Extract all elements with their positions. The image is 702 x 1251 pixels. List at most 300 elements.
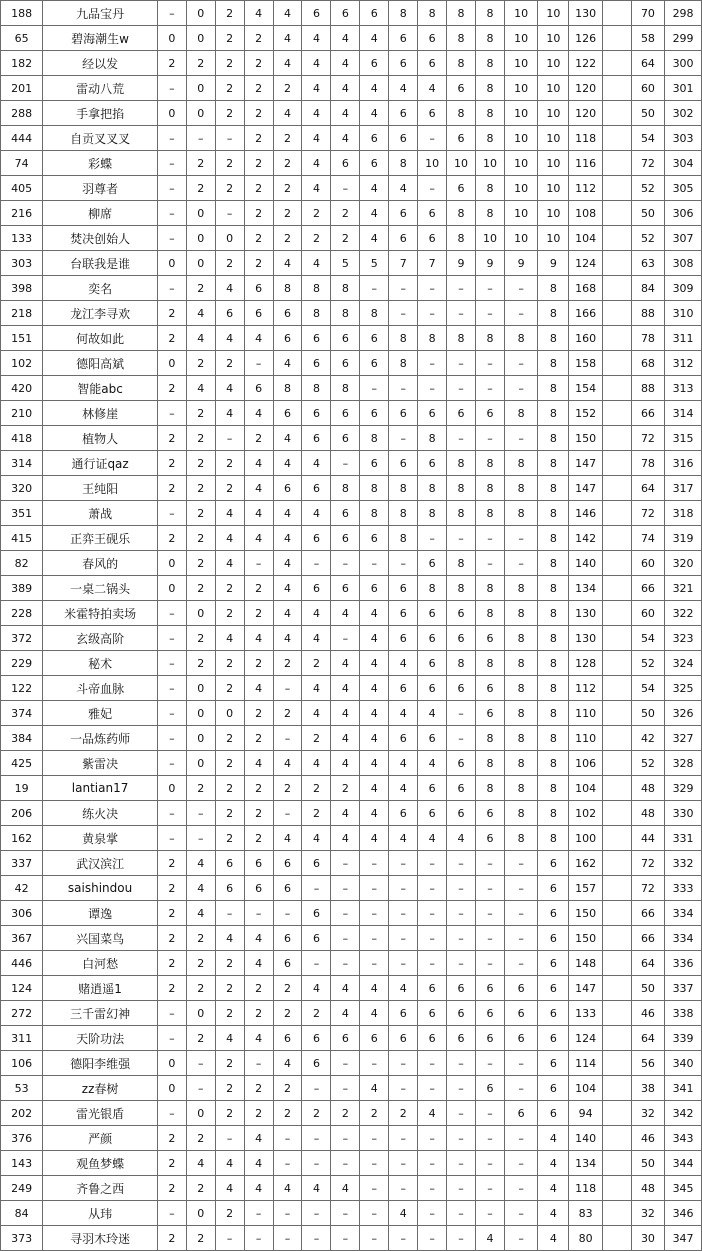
table-cell: 4 [331, 826, 360, 851]
table-cell: 8 [447, 1, 476, 26]
table-cell: 8 [360, 501, 389, 526]
table-cell: 4 [244, 401, 273, 426]
table-cell [602, 926, 631, 951]
table-cell: – [273, 1201, 302, 1226]
table-cell: – [504, 1201, 537, 1226]
table-cell: 38 [631, 1076, 664, 1101]
table-cell: – [389, 426, 418, 451]
table-cell: 4 [476, 1226, 505, 1251]
table-cell: 4 [360, 176, 389, 201]
player-name-cell: 观鱼梦蝶 [43, 1151, 158, 1176]
table-cell: 4 [360, 101, 389, 126]
score-cell: 112 [569, 176, 602, 201]
table-cell: – [476, 1176, 505, 1201]
table-cell: – [273, 901, 302, 926]
table-row [1, 1026, 702, 1051]
table-cell: 4 [418, 76, 447, 101]
table-cell: 60 [631, 76, 664, 101]
player-id-cell: 420 [1, 376, 43, 401]
score-cell: 162 [569, 851, 602, 876]
table-cell: 6 [273, 951, 302, 976]
table-cell: 4 [244, 751, 273, 776]
table-cell: 2 [157, 476, 186, 501]
table-cell: 54 [631, 126, 664, 151]
table-cell: 4 [360, 776, 389, 801]
player-name-cell: 自贡叉叉叉 [43, 126, 158, 151]
table-row [1, 26, 702, 51]
table-cell: 2 [215, 826, 244, 851]
player-name-cell: zz春树 [43, 1076, 158, 1101]
player-id-cell: 202 [1, 1101, 43, 1126]
table-cell: 4 [360, 751, 389, 776]
score-cell: 110 [569, 701, 602, 726]
table-cell: – [389, 1226, 418, 1251]
table-cell: 10 [538, 126, 569, 151]
table-cell: – [418, 951, 447, 976]
table-cell: 4 [538, 1201, 569, 1226]
table-cell: 8 [418, 426, 447, 451]
rank-cell: 346 [665, 1201, 702, 1226]
table-cell: 4 [360, 201, 389, 226]
table-cell: – [331, 551, 360, 576]
table-cell: 6 [273, 851, 302, 876]
player-name-cell: 严颜 [43, 1126, 158, 1151]
player-id-cell: 425 [1, 751, 43, 776]
table-cell: 50 [631, 701, 664, 726]
table-cell: – [157, 1101, 186, 1126]
rank-cell: 337 [665, 976, 702, 1001]
rank-cell: 333 [665, 876, 702, 901]
rank-cell: 311 [665, 326, 702, 351]
table-cell: 2 [244, 1001, 273, 1026]
table-cell: – [244, 351, 273, 376]
table-cell: – [331, 1151, 360, 1176]
table-cell: 10 [538, 101, 569, 126]
score-cell: 124 [569, 1026, 602, 1051]
table-row [1, 1176, 702, 1201]
table-cell: – [476, 376, 505, 401]
rank-cell: 314 [665, 401, 702, 426]
table-cell [602, 376, 631, 401]
table-cell: 8 [389, 501, 418, 526]
table-cell: 4 [244, 926, 273, 951]
table-cell: 6 [389, 726, 418, 751]
table-cell: 2 [186, 1226, 215, 1251]
table-cell: – [504, 901, 537, 926]
table-cell: 8 [504, 451, 537, 476]
table-row [1, 401, 702, 426]
table-cell: 8 [447, 551, 476, 576]
table-cell: 2 [215, 801, 244, 826]
table-cell: 8 [538, 701, 569, 726]
score-cell: 80 [569, 1226, 602, 1251]
table-row [1, 1051, 702, 1076]
table-cell: 4 [302, 501, 331, 526]
table-cell: – [504, 1151, 537, 1176]
table-cell: – [418, 376, 447, 401]
table-cell: 2 [273, 126, 302, 151]
table-cell: 66 [631, 401, 664, 426]
table-cell: 6 [244, 376, 273, 401]
table-cell: 4 [389, 976, 418, 1001]
table-cell: 6 [447, 976, 476, 1001]
table-cell: – [504, 876, 537, 901]
table-cell [602, 1176, 631, 1201]
table-cell: 4 [389, 776, 418, 801]
table-cell [602, 826, 631, 851]
table-row [1, 726, 702, 751]
table-cell: 10 [538, 76, 569, 101]
table-row [1, 826, 702, 851]
player-name-cell: 何故如此 [43, 326, 158, 351]
table-cell: 2 [157, 1176, 186, 1201]
table-cell: 6 [244, 876, 273, 901]
table-cell: 6 [447, 76, 476, 101]
table-cell: 6 [215, 301, 244, 326]
table-cell: 8 [538, 526, 569, 551]
table-cell: 6 [273, 1026, 302, 1051]
table-cell: 6 [447, 626, 476, 651]
table-cell: 6 [476, 401, 505, 426]
table-cell: – [157, 501, 186, 526]
table-cell: 6 [476, 676, 505, 701]
table-cell: – [389, 851, 418, 876]
table-cell: 8 [273, 276, 302, 301]
table-cell: – [157, 276, 186, 301]
table-cell: 10 [447, 151, 476, 176]
player-id-cell: 19 [1, 776, 43, 801]
table-cell: 4 [331, 801, 360, 826]
player-id-cell: 122 [1, 676, 43, 701]
table-cell: 2 [186, 351, 215, 376]
table-cell: 6 [389, 1026, 418, 1051]
table-cell: – [418, 1051, 447, 1076]
table-cell [602, 1226, 631, 1251]
player-id-cell: 182 [1, 51, 43, 76]
table-cell: 2 [186, 576, 215, 601]
table-cell: – [447, 726, 476, 751]
table-cell: 8 [447, 576, 476, 601]
table-cell: 8 [476, 576, 505, 601]
table-cell: 6 [273, 326, 302, 351]
table-cell: 52 [631, 751, 664, 776]
table-cell: 0 [186, 76, 215, 101]
score-cell: 120 [569, 101, 602, 126]
table-cell: 6 [504, 976, 537, 1001]
rank-cell: 330 [665, 801, 702, 826]
table-cell: 2 [186, 1026, 215, 1051]
table-cell: 0 [157, 26, 186, 51]
rank-cell: 304 [665, 151, 702, 176]
rank-cell: 306 [665, 201, 702, 226]
table-cell: 2 [157, 901, 186, 926]
table-cell: 4 [273, 251, 302, 276]
player-name-cell: 奕名 [43, 276, 158, 301]
table-cell: 6 [418, 1001, 447, 1026]
table-cell [602, 1051, 631, 1076]
table-cell: 84 [631, 276, 664, 301]
rank-cell: 305 [665, 176, 702, 201]
table-cell: 4 [360, 26, 389, 51]
table-cell: 8 [504, 801, 537, 826]
score-cell: 118 [569, 126, 602, 151]
table-cell: 6 [360, 351, 389, 376]
table-cell: 8 [360, 476, 389, 501]
player-name-cell: 羽尊者 [43, 176, 158, 201]
table-cell [602, 201, 631, 226]
table-row [1, 901, 702, 926]
table-cell: 4 [447, 826, 476, 851]
score-cell: 130 [569, 601, 602, 626]
table-cell: 78 [631, 326, 664, 351]
table-cell: – [157, 726, 186, 751]
player-name-cell: 正弈王砚乐 [43, 526, 158, 551]
table-cell: 4 [302, 601, 331, 626]
table-cell [602, 126, 631, 151]
table-cell: 6 [447, 801, 476, 826]
table-cell: 6 [504, 1101, 537, 1126]
table-cell: 8 [447, 26, 476, 51]
table-cell: 6 [331, 326, 360, 351]
table-cell: 6 [360, 526, 389, 551]
table-cell: 8 [476, 601, 505, 626]
score-cell: 130 [569, 626, 602, 651]
table-cell: 8 [538, 801, 569, 826]
table-cell: 4 [360, 76, 389, 101]
table-cell [602, 51, 631, 76]
table-cell: 8 [389, 326, 418, 351]
table-cell: – [157, 1, 186, 26]
score-cell: 160 [569, 326, 602, 351]
player-name-cell: 焚决创始人 [43, 226, 158, 251]
table-cell: 6 [504, 1026, 537, 1051]
table-cell: 6 [476, 1026, 505, 1051]
table-cell: – [504, 851, 537, 876]
table-cell: 2 [244, 176, 273, 201]
table-cell: 4 [244, 951, 273, 976]
player-id-cell: 374 [1, 701, 43, 726]
table-cell: 0 [157, 576, 186, 601]
rank-cell: 308 [665, 251, 702, 276]
table-cell: 8 [504, 401, 537, 426]
table-cell: 4 [331, 751, 360, 776]
table-cell: 50 [631, 201, 664, 226]
table-cell: – [418, 526, 447, 551]
table-cell: 2 [157, 1226, 186, 1251]
table-cell: 2 [215, 751, 244, 776]
table-row [1, 701, 702, 726]
table-cell: 6 [302, 1026, 331, 1051]
table-cell: 6 [389, 626, 418, 651]
table-cell: 2 [157, 876, 186, 901]
table-cell: 2 [186, 651, 215, 676]
table-cell: 6 [273, 401, 302, 426]
table-cell: 8 [476, 451, 505, 476]
table-cell: 2 [389, 1101, 418, 1126]
table-cell: 4 [215, 276, 244, 301]
table-cell [602, 1151, 631, 1176]
table-cell: 4 [273, 626, 302, 651]
table-cell: 2 [331, 201, 360, 226]
table-cell: 6 [418, 451, 447, 476]
table-cell: – [447, 1076, 476, 1101]
table-row [1, 651, 702, 676]
table-cell: – [504, 926, 537, 951]
table-cell: 2 [360, 1101, 389, 1126]
table-cell: 66 [631, 576, 664, 601]
player-name-cell: 通行证qaz [43, 451, 158, 476]
player-id-cell: 210 [1, 401, 43, 426]
table-cell: – [476, 426, 505, 451]
table-cell: 0 [186, 676, 215, 701]
table-cell: 2 [157, 851, 186, 876]
score-cell: 83 [569, 1201, 602, 1226]
table-cell: 6 [476, 1076, 505, 1101]
table-row [1, 301, 702, 326]
table-cell [602, 1126, 631, 1151]
table-cell [602, 901, 631, 926]
table-cell: 2 [186, 1126, 215, 1151]
table-cell: 2 [215, 776, 244, 801]
table-cell: – [504, 1226, 537, 1251]
table-cell: 0 [157, 551, 186, 576]
table-cell: 6 [389, 201, 418, 226]
table-cell: 0 [157, 1076, 186, 1101]
rank-cell: 342 [665, 1101, 702, 1126]
table-cell: 8 [538, 776, 569, 801]
table-cell: 8 [538, 726, 569, 751]
player-id-cell: 415 [1, 526, 43, 551]
table-cell: 8 [331, 376, 360, 401]
table-cell: 4 [418, 701, 447, 726]
table-row [1, 451, 702, 476]
table-cell: 4 [331, 726, 360, 751]
table-cell: 2 [215, 151, 244, 176]
player-id-cell: 74 [1, 151, 43, 176]
table-cell: – [302, 951, 331, 976]
table-cell [602, 951, 631, 976]
table-cell: 4 [302, 176, 331, 201]
table-cell: 2 [331, 226, 360, 251]
table-cell: 10 [504, 201, 537, 226]
table-cell: – [157, 676, 186, 701]
table-cell: – [360, 1151, 389, 1176]
rank-cell: 302 [665, 101, 702, 126]
table-cell: 4 [418, 826, 447, 851]
table-cell [602, 776, 631, 801]
table-cell: 4 [215, 926, 244, 951]
table-cell: 4 [331, 1176, 360, 1201]
table-cell: 8 [476, 126, 505, 151]
table-cell: 4 [244, 501, 273, 526]
table-cell: 8 [447, 451, 476, 476]
table-cell: 0 [215, 226, 244, 251]
player-name-cell: 手拿把掐 [43, 101, 158, 126]
table-cell: – [215, 1126, 244, 1151]
player-name-cell: 九品宝丹 [43, 1, 158, 26]
table-cell: – [476, 926, 505, 951]
table-cell: 8 [331, 301, 360, 326]
table-cell: 7 [418, 251, 447, 276]
table-cell: 6 [331, 501, 360, 526]
table-row [1, 526, 702, 551]
table-cell: 6 [360, 1, 389, 26]
table-cell: 2 [157, 326, 186, 351]
table-cell: 46 [631, 1001, 664, 1026]
table-cell [602, 626, 631, 651]
table-cell: 2 [186, 151, 215, 176]
table-cell: 4 [302, 101, 331, 126]
table-cell: – [389, 926, 418, 951]
player-id-cell: 372 [1, 626, 43, 651]
table-cell: 2 [302, 201, 331, 226]
table-cell: 6 [389, 126, 418, 151]
table-cell: 10 [538, 151, 569, 176]
table-cell: 72 [631, 851, 664, 876]
table-cell: 6 [538, 876, 569, 901]
player-id-cell: 373 [1, 1226, 43, 1251]
table-cell: 2 [186, 476, 215, 501]
table-cell: 6 [389, 1001, 418, 1026]
table-cell: 8 [418, 1, 447, 26]
table-cell: 4 [244, 1176, 273, 1201]
table-cell: 2 [215, 601, 244, 626]
table-cell: – [447, 1101, 476, 1126]
table-cell [602, 551, 631, 576]
table-cell: 4 [215, 501, 244, 526]
table-cell: 8 [476, 101, 505, 126]
table-cell: 8 [504, 776, 537, 801]
table-cell: – [157, 701, 186, 726]
table-row [1, 1001, 702, 1026]
player-name-cell: 经以发 [43, 51, 158, 76]
table-cell: 56 [631, 1051, 664, 1076]
table-cell: 2 [273, 1076, 302, 1101]
player-name-cell: 兴国菜鸟 [43, 926, 158, 951]
table-cell: – [186, 126, 215, 151]
score-cell: 168 [569, 276, 602, 301]
table-cell: 6 [244, 276, 273, 301]
table-cell: – [476, 301, 505, 326]
table-cell: 4 [302, 76, 331, 101]
player-id-cell: 188 [1, 1, 43, 26]
table-cell: 54 [631, 676, 664, 701]
table-cell [602, 151, 631, 176]
table-cell: – [447, 1201, 476, 1226]
score-cell: 152 [569, 401, 602, 426]
table-cell [602, 1201, 631, 1226]
table-cell: 6 [538, 926, 569, 951]
table-cell: 2 [186, 401, 215, 426]
table-cell: 10 [538, 1, 569, 26]
player-name-cell: 练火决 [43, 801, 158, 826]
player-id-cell: 418 [1, 426, 43, 451]
table-cell: – [215, 201, 244, 226]
table-cell: – [389, 1151, 418, 1176]
table-cell: 4 [215, 1176, 244, 1201]
table-cell: – [504, 551, 537, 576]
score-cell: 102 [569, 801, 602, 826]
table-row [1, 551, 702, 576]
table-cell: – [360, 551, 389, 576]
table-cell: 8 [504, 501, 537, 526]
table-row [1, 76, 702, 101]
table-cell: 72 [631, 426, 664, 451]
table-cell: – [360, 951, 389, 976]
table-cell: 2 [215, 651, 244, 676]
table-cell: – [157, 1026, 186, 1051]
table-cell: 4 [360, 226, 389, 251]
